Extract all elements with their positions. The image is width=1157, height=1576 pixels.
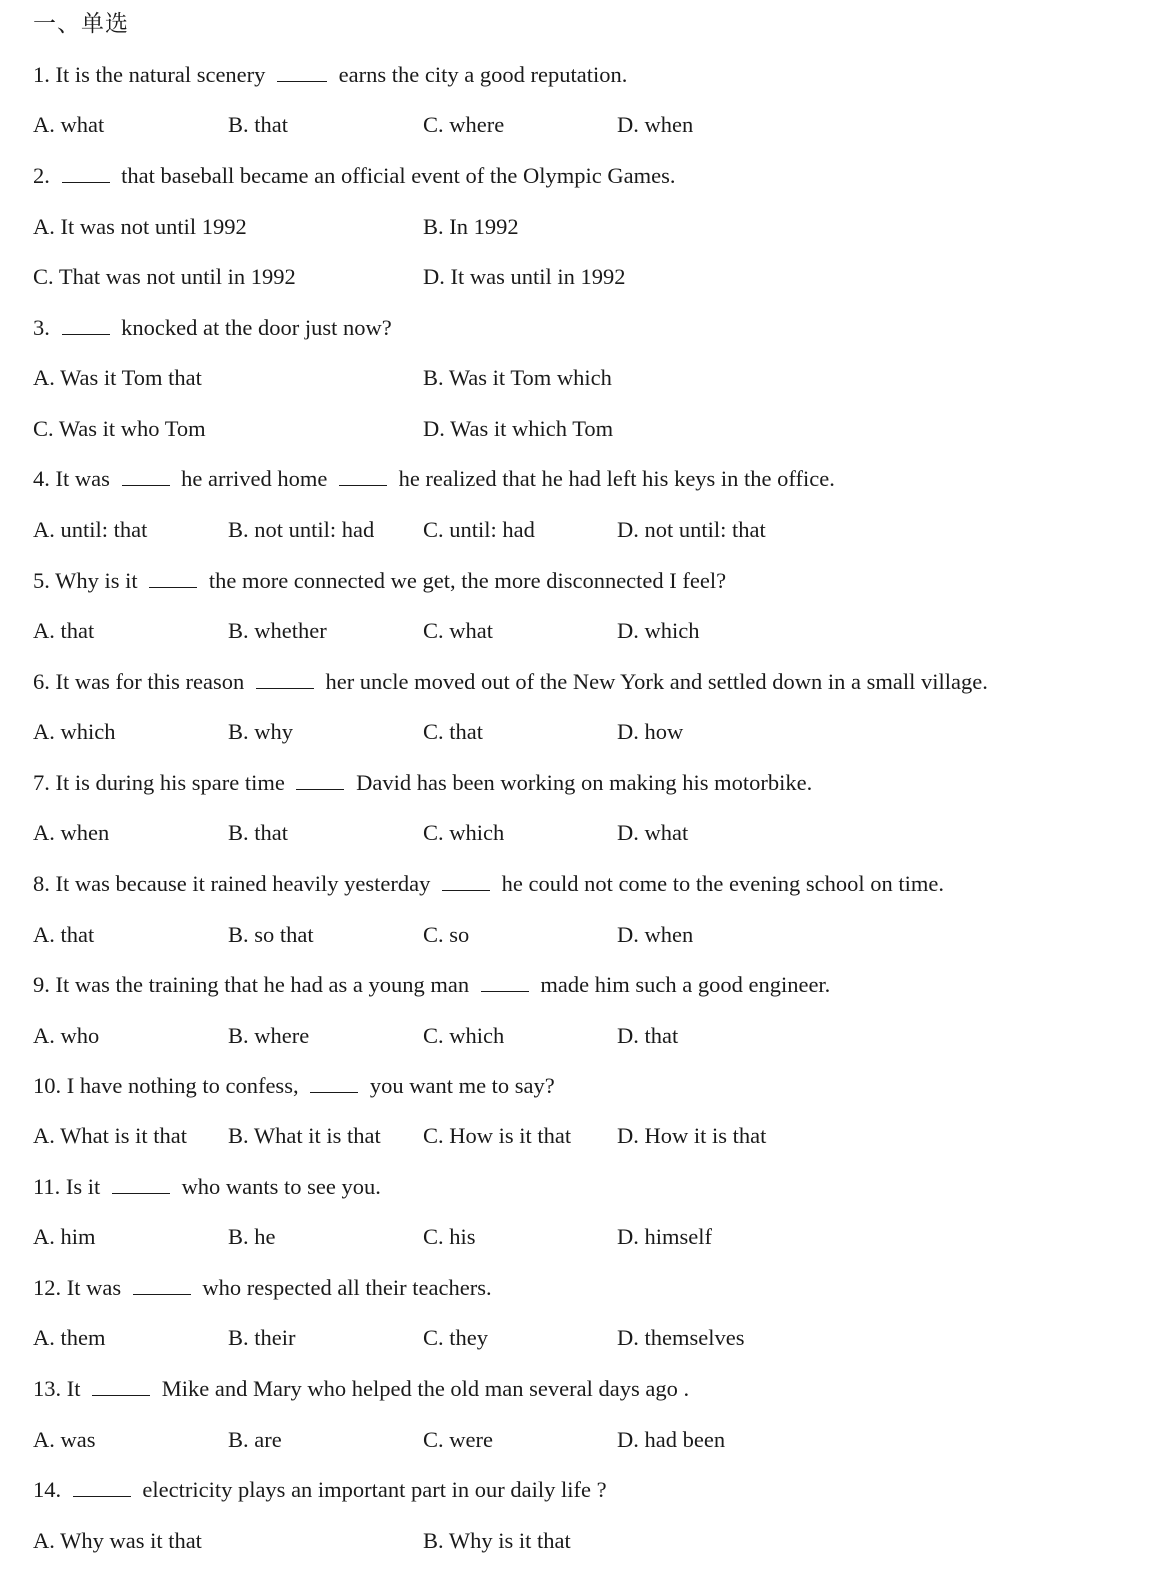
option-d: D. when: [617, 922, 694, 947]
option-b: B. whether: [228, 618, 327, 643]
section-title: 一、单选: [33, 11, 129, 37]
question-text: you want me to say?: [369, 1073, 555, 1098]
question-text: Is it: [65, 1174, 101, 1199]
question-8: [33, 868, 944, 900]
question-text: he realized that he had left his keys in the office.: [398, 466, 835, 491]
option-a: A. until: that: [33, 517, 148, 542]
answer-blank: [277, 59, 327, 82]
answer-blank: [310, 1070, 358, 1093]
answer-blank: [339, 463, 387, 486]
question-9: [33, 969, 830, 1001]
option-c: C. where: [423, 112, 505, 137]
answer-blank: [92, 1373, 150, 1396]
option-b: B. why: [228, 719, 294, 744]
option-d: D. Was it which Tom: [423, 416, 614, 441]
question-number: 1.: [33, 62, 50, 87]
question-text: It is during his spare time: [55, 770, 285, 795]
option-c: C. what: [423, 618, 493, 643]
option-a: A. when: [33, 820, 110, 845]
question-13: [33, 1373, 689, 1405]
option-c: C. they: [423, 1325, 488, 1350]
question-text: Mike and Mary who helped the old man several days ago .: [161, 1376, 690, 1401]
question-text: electricity plays an important part in our daily life ?: [142, 1477, 607, 1502]
option-a: A. that: [33, 922, 95, 947]
option-d: D. not until: that: [617, 517, 766, 542]
question-text: he could not come to the evening school on time.: [501, 871, 944, 896]
option-c: C. were: [423, 1427, 493, 1452]
question-text: he arrived home: [181, 466, 328, 491]
question-text: who wants to see you.: [181, 1174, 381, 1199]
option-c: C. which: [423, 820, 505, 845]
option-a: A. him: [33, 1224, 96, 1249]
question-number: 5.: [33, 568, 50, 593]
question-number: 8.: [33, 871, 50, 896]
answer-blank: [73, 1474, 131, 1497]
option-b: B. Why is it that: [423, 1528, 571, 1553]
question-6: [33, 666, 988, 698]
option-c: C. that: [423, 719, 483, 744]
option-d: D. which: [617, 618, 700, 643]
option-b: B. so that: [228, 922, 314, 947]
answer-blank: [112, 1171, 170, 1194]
question-5: [33, 565, 726, 597]
question-text: David has been working on making his motorbike.: [356, 770, 813, 795]
option-a: A. Why was it that: [33, 1528, 202, 1553]
answer-blank: [256, 666, 314, 689]
question-number: 13.: [33, 1376, 62, 1401]
question-text: earns the city a good reputation.: [338, 62, 628, 87]
question-3: [33, 312, 392, 344]
option-a: A. what: [33, 112, 105, 137]
option-c: C. until: had: [423, 517, 535, 542]
option-c: C. How is it that: [423, 1123, 572, 1148]
answer-blank: [481, 969, 529, 992]
question-text: Why is it: [55, 568, 138, 593]
answer-blank: [149, 565, 197, 588]
option-a: A. that: [33, 618, 95, 643]
option-d: D. How it is that: [617, 1123, 767, 1148]
option-b: B. their: [228, 1325, 296, 1350]
option-c: C. Was it who Tom: [33, 416, 206, 441]
option-a: A. What is it that: [33, 1123, 187, 1148]
option-d: D. how: [617, 719, 684, 744]
option-a: A. them: [33, 1325, 106, 1350]
question-number: 14.: [33, 1477, 62, 1502]
answer-blank: [296, 767, 344, 790]
option-b: B. Was it Tom which: [423, 365, 612, 390]
option-b: B. that: [228, 112, 288, 137]
option-d: D. himself: [617, 1224, 712, 1249]
option-a: A. was: [33, 1427, 96, 1452]
option-d: D. what: [617, 820, 689, 845]
option-b: B. where: [228, 1023, 310, 1048]
question-number: 10.: [33, 1073, 62, 1098]
question-number: 11.: [33, 1174, 61, 1199]
option-b: B. not until: had: [228, 517, 375, 542]
option-a: A. It was not until 1992: [33, 214, 247, 239]
question-number: 7.: [33, 770, 50, 795]
option-a: A. Was it Tom that: [33, 365, 202, 390]
question-10: [33, 1070, 555, 1102]
question-1: [33, 59, 627, 91]
option-a: A. which: [33, 719, 116, 744]
question-text: It was because it rained heavily yesterday: [55, 871, 431, 896]
option-d: D. had been: [617, 1427, 726, 1452]
question-text: her uncle moved out of the New York and settled down in a small village.: [325, 669, 988, 694]
option-c: C. so: [423, 922, 470, 947]
answer-blank: [62, 312, 110, 335]
question-text: It is the natural scenery: [55, 62, 266, 87]
question-number: 3.: [33, 315, 50, 340]
question-text: knocked at the door just now?: [121, 315, 392, 340]
question-14: [33, 1474, 607, 1506]
question-number: 4.: [33, 466, 50, 491]
option-c: C. his: [423, 1224, 476, 1249]
question-number: 2.: [33, 163, 50, 188]
question-text: I have nothing to confess,: [66, 1073, 299, 1098]
question-text: who respected all their teachers.: [202, 1275, 492, 1300]
question-text: It was: [55, 466, 110, 491]
question-11: [33, 1171, 381, 1203]
question-number: 9.: [33, 972, 50, 997]
option-d: D. that: [617, 1023, 679, 1048]
option-a: A. who: [33, 1023, 100, 1048]
question-text: that baseball became an official event of the Olympic Games.: [121, 163, 676, 188]
question-12: [33, 1272, 492, 1304]
question-text: made him such a good engineer.: [540, 972, 831, 997]
question-number: 12.: [33, 1275, 62, 1300]
question-2: [33, 160, 676, 192]
question-text: the more connected we get, the more disconnected I feel?: [208, 568, 727, 593]
answer-blank: [133, 1272, 191, 1295]
question-text: It: [66, 1376, 81, 1401]
option-b: B. he: [228, 1224, 276, 1249]
option-d: D. themselves: [617, 1325, 745, 1350]
option-c: C. That was not until in 1992: [33, 264, 296, 289]
answer-blank: [442, 868, 490, 891]
option-b: B. What it is that: [228, 1123, 381, 1148]
question-4: [33, 463, 835, 495]
answer-blank: [122, 463, 170, 486]
question-7: [33, 767, 812, 799]
question-text: It was the training that he had as a young man: [55, 972, 470, 997]
question-text: It was: [66, 1275, 122, 1300]
option-d: D. It was until in 1992: [423, 264, 626, 289]
option-d: D. when: [617, 112, 694, 137]
option-b: B. In 1992: [423, 214, 519, 239]
option-c: C. which: [423, 1023, 505, 1048]
answer-blank: [62, 160, 110, 183]
option-b: B. are: [228, 1427, 282, 1452]
question-number: 6.: [33, 669, 50, 694]
question-text: It was for this reason: [55, 669, 245, 694]
option-b: B. that: [228, 820, 288, 845]
